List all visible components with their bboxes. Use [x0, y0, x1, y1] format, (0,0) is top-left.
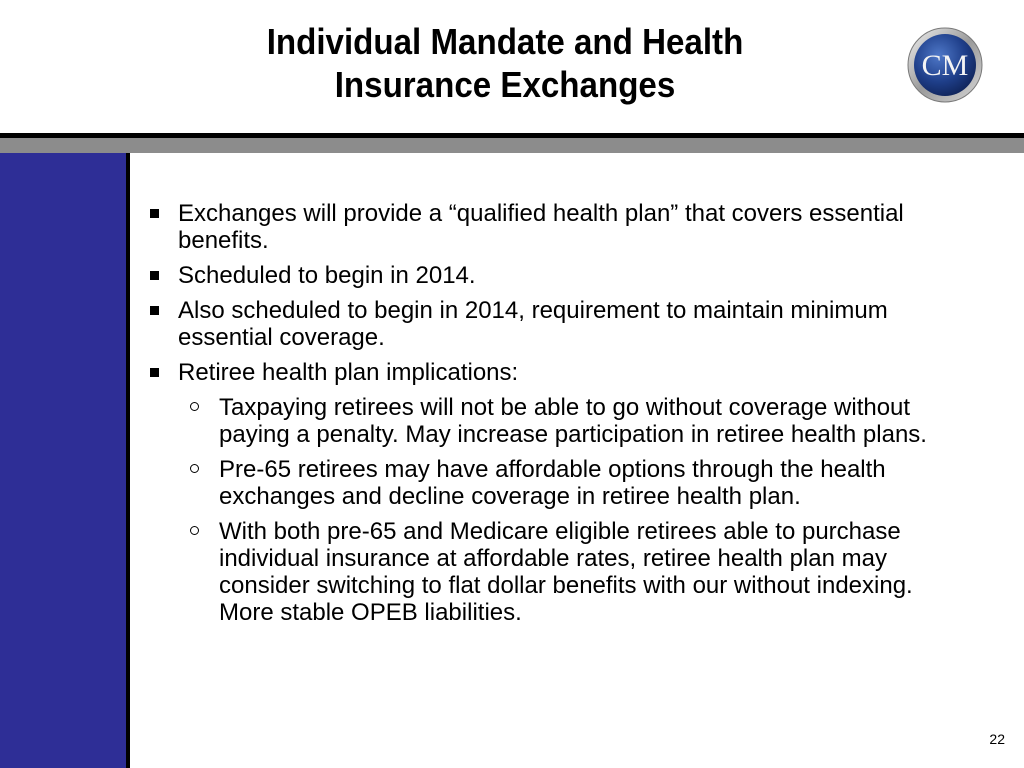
- bullet-item: [148, 262, 968, 289]
- left-sidebar-bar: [0, 153, 126, 768]
- square-bullet-icon: [150, 271, 159, 280]
- bullet-item: [148, 359, 968, 386]
- bullet-text: Retiree health plan implications:: [178, 359, 519, 386]
- square-bullet-icon: [150, 209, 159, 218]
- slide-title-line-2: Insurance Exchanges: [334, 64, 676, 105]
- sidebar-edge-line: [126, 153, 130, 768]
- bullet-list: [148, 200, 968, 626]
- circle-bullet-icon: [190, 526, 199, 535]
- page-number: 22: [989, 731, 1005, 747]
- slide-title-line-1: Individual Mandate and Health: [266, 21, 744, 62]
- sub-bullet-text: Taxpaying retirees will not be able to go without coverage without paying a penalty. May increase participation in retiree health plans.: [219, 394, 927, 448]
- bullet-text: Also scheduled to begin in 2014, requirement to maintain minimum essential coverage.: [178, 297, 888, 351]
- bullet-item: [148, 297, 968, 351]
- slide-content: [148, 200, 968, 634]
- sub-bullet-item: [148, 518, 968, 626]
- bullet-text: Scheduled to begin in 2014.: [178, 262, 476, 289]
- square-bullet-icon: [150, 306, 159, 315]
- logo-text: CM: [921, 49, 969, 82]
- sub-bullet-item: [148, 394, 968, 448]
- cm-logo-icon: [906, 26, 984, 104]
- bullet-text: Exchanges will provide a “qualified health plan” that covers essential benefits.: [178, 200, 904, 254]
- square-bullet-icon: [150, 368, 159, 377]
- sub-bullet-text: With both pre-65 and Medicare eligible retirees able to purchase individual insurance at affordable rates, retiree health plan may consider switching to flat dollar benefits with our without indexing. More stable OPEB liabilities.: [219, 518, 913, 626]
- sub-bullet-item: [148, 456, 968, 510]
- header-rule-gray: [0, 138, 1024, 153]
- slide-title: [188, 20, 823, 106]
- sub-bullet-text: Pre-65 retirees may have affordable options through the health exchanges and decline coverage in retiree health plan.: [219, 456, 886, 510]
- cm-logo-graphic: [906, 26, 984, 104]
- circle-bullet-icon: [190, 402, 199, 411]
- circle-bullet-icon: [190, 464, 199, 473]
- bullet-item: [148, 200, 968, 254]
